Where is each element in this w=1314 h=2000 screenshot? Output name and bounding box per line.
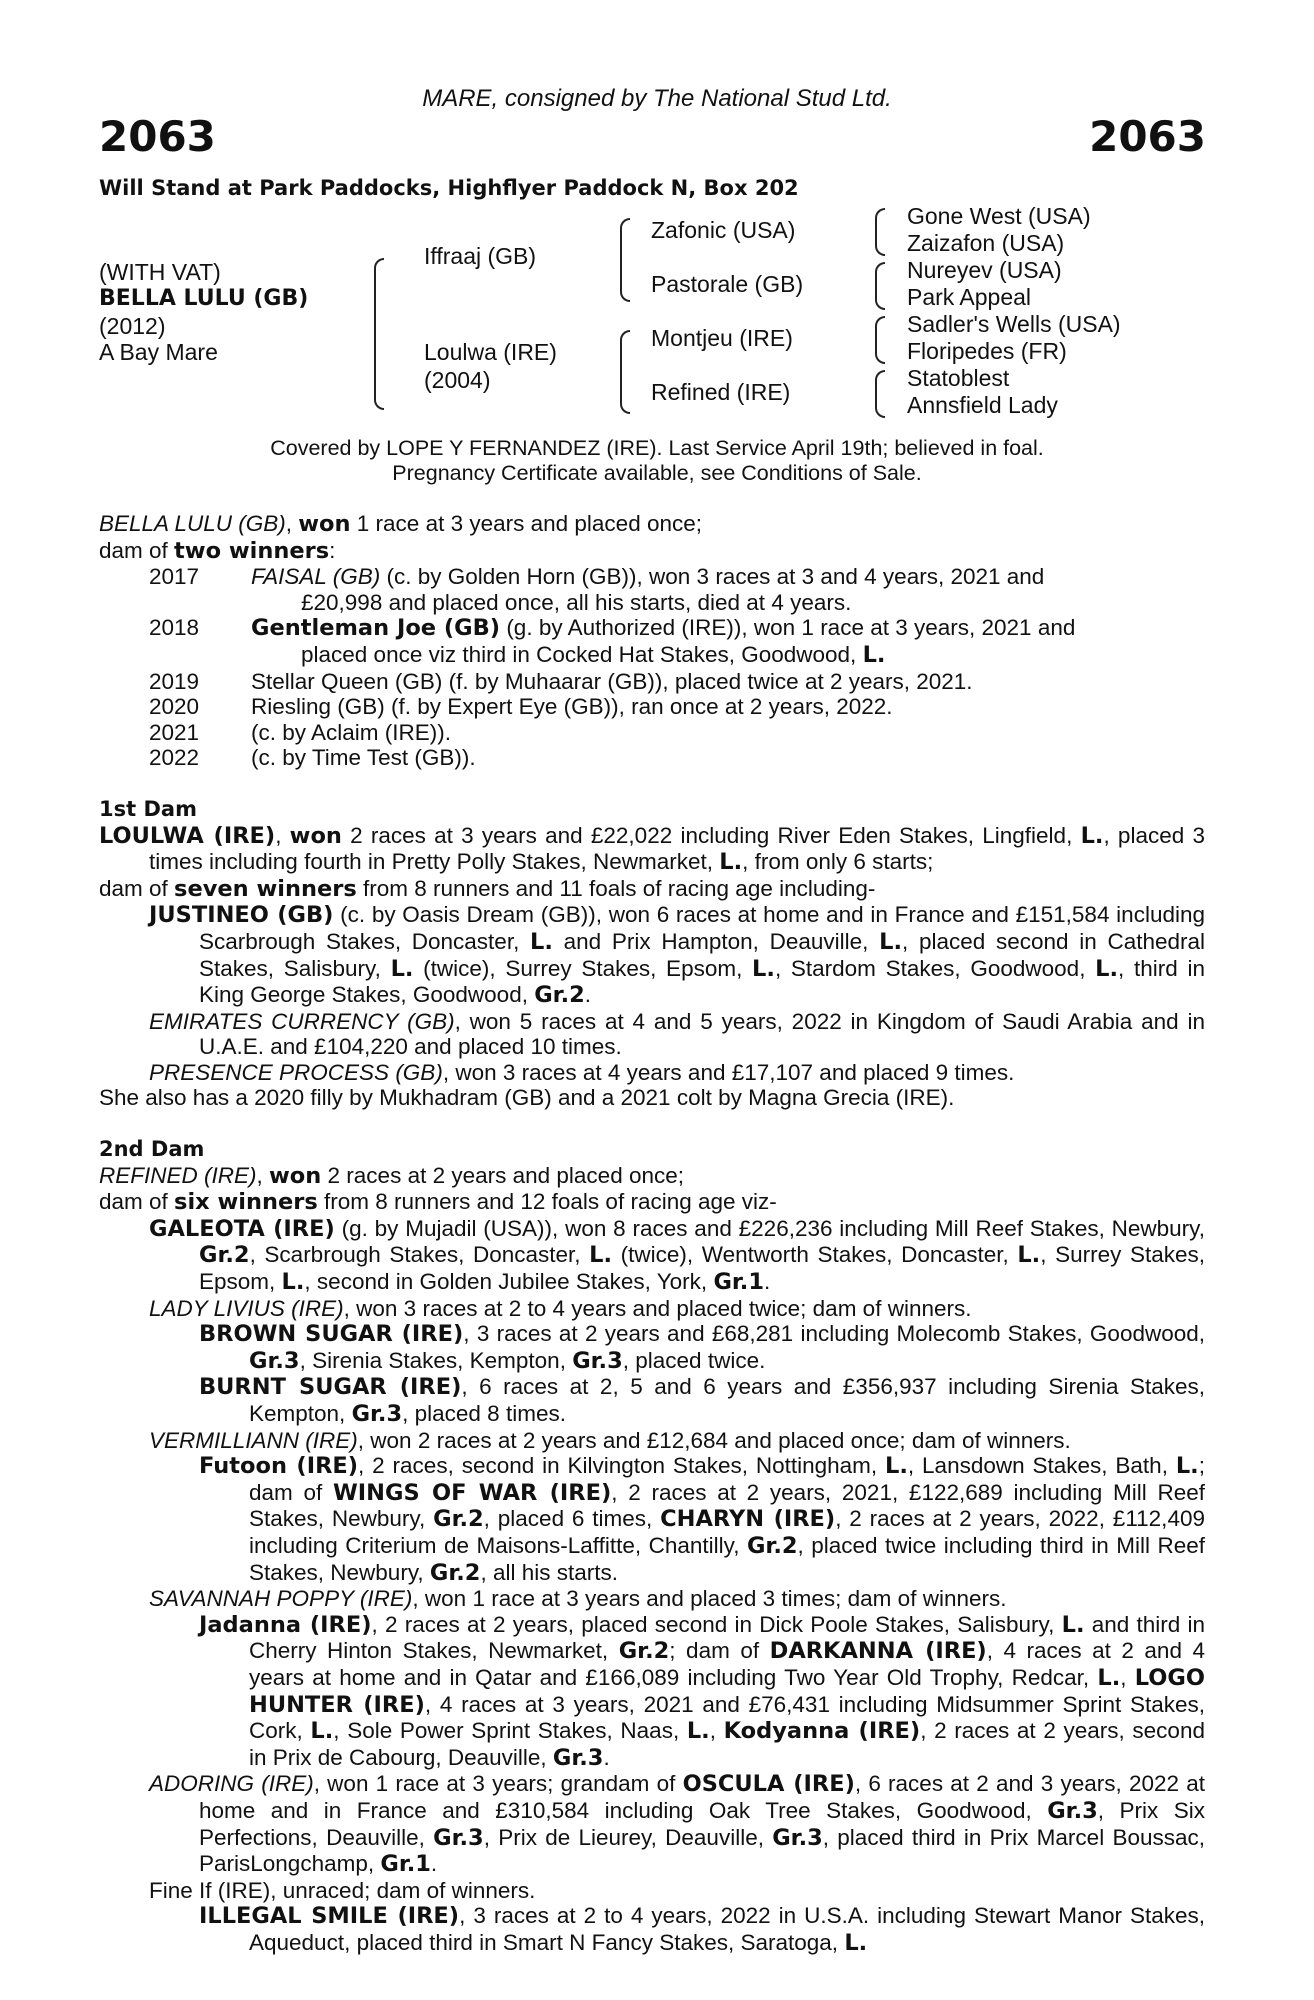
sire-sire: Zafonic (USA) xyxy=(651,217,796,243)
progeny-name: VERMILLIANN (IRE) xyxy=(149,1427,358,1453)
record-text: , second in Golden Jubilee Stakes, York, xyxy=(304,1269,714,1295)
foal-year: 2021 xyxy=(149,719,200,745)
record-text: , won 1 race at 3 years and placed 3 times; dam of winners. xyxy=(412,1586,1007,1612)
record-text: , 3 races at 2 years and £68,281 including Molecomb Stakes, Goodwood, xyxy=(463,1321,1206,1347)
progeny-fine-if: Fine If (IRE), unraced; dam of winners. xyxy=(149,1877,536,1903)
record-text: from 8 runners and 11 foals of racing age including- xyxy=(356,875,876,901)
sire-dam: Pastorale (GB) xyxy=(651,271,804,297)
record-text: , placed 3 times including fourth in Pretty Polly Stakes, Newmarket, xyxy=(149,822,1205,875)
progeny-burnt-sugar xyxy=(99,1374,1205,1427)
listed-marker: L. xyxy=(885,1453,908,1480)
sire-dam-dam: Park Appeal xyxy=(907,284,1032,310)
foal-text: (g. by Authorized (IRE)), won 1 race at 3 years, 2021 and xyxy=(500,615,1076,641)
record-text: , 4 races at 2 and 4 years at home and in Qatar and £166,089 including Two Year Old Trophy, Redcar, xyxy=(249,1638,1205,1690)
record-text: , 2 races at 2 years, second in Prix de Cabourg, Deauville, xyxy=(249,1718,1205,1770)
record-text: (twice), Wentworth Stakes, Doncaster, xyxy=(612,1242,1018,1268)
listed-marker: L. xyxy=(879,928,902,955)
foal-row xyxy=(99,745,1205,771)
record-text: and third in Cherry Hinton Stakes, Newmarket, xyxy=(249,1611,1206,1664)
progeny-galeota xyxy=(99,1216,1205,1296)
progeny-lady-livius xyxy=(99,1296,1205,1322)
first-dam-record: LOULWA (IRE), won 2 races at 3 years and £22,022 including River Eden Stakes, Lingfield, L., placed 3 times including fourth in Pretty Polly Stakes, Newmarket, L., from only 6 starts; xyxy=(99,822,1205,876)
dam-sire-sire: Sadler's Wells (USA) xyxy=(907,311,1121,337)
record-text: , won 3 races at 4 years and £17,107 and placed 9 times. xyxy=(442,1059,1015,1085)
record-text: . xyxy=(764,1269,771,1295)
progeny-name: CHARYN (IRE) xyxy=(660,1506,836,1533)
progeny-jadanna xyxy=(99,1612,1205,1772)
record-text: , placed third in Prix Marcel Boussac, ParisLongchamp, xyxy=(199,1824,1205,1877)
record-text: and Prix Hampton, Deauville, xyxy=(552,928,880,954)
progeny-name: GALEOTA (IRE) xyxy=(149,1215,335,1242)
group-marker: Gr.3 xyxy=(572,1347,623,1374)
foal-text: Riesling (GB) (f. by Expert Eye (GB)), ran once at 2 years, 2022. xyxy=(251,694,893,720)
progeny-adoring xyxy=(99,1771,1205,1877)
progeny-emirates-currency xyxy=(99,1009,1205,1060)
record-text: (g. by Mujadil (USA)), won 8 races and £226,236 including Mill Reef Stakes, Newbury, xyxy=(334,1215,1206,1241)
intro-name: BELLA LULU (GB) xyxy=(99,511,286,536)
second-dam-produce xyxy=(99,1189,1205,1216)
listed-marker: L. xyxy=(862,641,886,668)
record-text: , 3 races at 2 to 4 years, 2022 in U.S.A. including Stewart Manor Stakes, Aqueduct, placed third in Smart N Fancy Stakes, Saratoga, xyxy=(249,1903,1206,1955)
foal-year: 2019 xyxy=(149,668,200,694)
progeny-presence-process xyxy=(99,1060,1205,1086)
record-text: , Sirenia Stakes, Kempton, xyxy=(299,1347,573,1373)
foal-year: 2018 xyxy=(149,615,200,641)
dam-dam: Refined (IRE) xyxy=(651,379,791,405)
group-marker: Gr.2 xyxy=(746,1532,798,1559)
dam-sire-dam: Floripedes (FR) xyxy=(907,338,1067,364)
horse-name: BELLA LULU (GB) xyxy=(99,286,309,311)
record-text: , 2 races at 2 years, placed second in Dick Poole Stakes, Salisbury, xyxy=(371,1611,1062,1637)
foal-row xyxy=(99,720,1205,746)
group-marker: Gr.3 xyxy=(552,1744,604,1771)
intro-damof xyxy=(99,538,1205,565)
progeny-name: ADORING (IRE) xyxy=(149,1771,314,1797)
group-marker: Gr.1 xyxy=(380,1851,431,1878)
foal-row xyxy=(99,615,1205,668)
foal-text: (c. by Time Test (GB)). xyxy=(251,745,476,771)
sire-dam-sire: Nureyev (USA) xyxy=(907,257,1062,283)
record-text: , won 2 races at 2 years and £12,684 and placed once; dam of winners. xyxy=(357,1427,1071,1453)
record-text: , 2 races, second in Kilvington Stakes, Nottingham, xyxy=(358,1453,886,1479)
listed-marker: L. xyxy=(589,1242,613,1269)
lot-number-left: 2063 xyxy=(99,112,216,161)
listed-marker: L. xyxy=(752,955,775,982)
foal-text: Stellar Queen (GB) (f. by Muhaarar (GB)), placed twice at 2 years, 2021. xyxy=(251,668,973,694)
foal-name: FAISAL (GB) xyxy=(251,564,381,590)
listed-marker: L. xyxy=(310,1718,334,1745)
bracket-gen1 xyxy=(374,258,384,410)
dam-dam-sire: Statoblest xyxy=(907,365,1010,391)
record-text: , placed 6 times, xyxy=(483,1506,661,1532)
record-text: , from only 6 starts; xyxy=(742,849,934,875)
record-text: , placed second in Cathedral Stakes, Salisbury, xyxy=(199,928,1206,981)
listed-marker: L. xyxy=(1061,1611,1085,1638)
foal-year: 2022 xyxy=(149,745,200,771)
record-text: ; dam of xyxy=(249,1453,1205,1505)
progeny-justineo xyxy=(99,902,1205,1008)
dam-name: REFINED (IRE) xyxy=(99,1162,257,1188)
listed-marker: L. xyxy=(1080,822,1104,849)
won-marker: won xyxy=(269,1162,322,1189)
record-text: , placed twice including third in Mill Reef Stakes, Newbury, xyxy=(249,1532,1205,1585)
progeny-name: SAVANNAH POPPY (IRE) xyxy=(149,1586,413,1612)
foal-name: Gentleman Joe (GB) xyxy=(251,615,501,642)
record-text: , placed 8 times. xyxy=(402,1401,566,1426)
dam: Loulwa (IRE) xyxy=(424,339,557,365)
foal-text: (c. by Golden Horn (GB)), won 3 races at 3 and 4 years, 2021 and xyxy=(380,564,1045,590)
progeny-name: OSCULA (IRE) xyxy=(682,1771,855,1798)
bracket-gen3-2 xyxy=(875,262,885,310)
record-text: , Prix de Lieurey, Deauville, xyxy=(483,1824,773,1850)
group-marker: Gr.1 xyxy=(713,1269,764,1296)
progeny-name: JUSTINEO (GB) xyxy=(149,902,334,929)
sire-sire-dam: Zaizafon (USA) xyxy=(907,230,1065,256)
foal-year: 2020 xyxy=(149,694,200,720)
second-dam-record: REFINED (IRE), won 2 races at 2 years and placed once; xyxy=(99,1162,685,1189)
winners-count: six winners xyxy=(174,1189,318,1216)
covered-line-2: Pregnancy Certificate available, see Conditions of Sale. xyxy=(392,461,922,485)
dam-name: LOULWA (IRE) xyxy=(99,822,276,849)
foal-year: 2017 xyxy=(149,564,200,590)
record-text: , Surrey Stakes, Epsom, xyxy=(199,1242,1205,1295)
record-text: ; dam of xyxy=(669,1638,770,1664)
first-dam-heading: 1st Dam xyxy=(99,796,197,821)
record-text: , 6 races at 2, 5 and 6 years and £356,937 including Sirenia Stakes, Kempton, xyxy=(249,1374,1206,1426)
record-text: 2 races at 3 years and £22,022 including River Eden Stakes, Lingfield, xyxy=(341,822,1073,848)
record-text: , 6 races at 2 and 3 years, 2022 at home and in France and £310,584 including Oak Tree Stakes, Goodwood, xyxy=(199,1771,1205,1823)
group-marker: Gr.2 xyxy=(199,1242,250,1269)
progeny-vermilliann xyxy=(99,1428,1205,1454)
foal-text: (c. by Aclaim (IRE)). xyxy=(251,719,452,745)
progeny-name: ILLEGAL SMILE (IRE) xyxy=(199,1903,460,1930)
listed-marker: L. xyxy=(719,849,743,876)
progeny-savannah-poppy xyxy=(99,1586,1205,1612)
dam-year: (2004) xyxy=(424,367,491,393)
progeny-name: LADY LIVIUS (IRE) xyxy=(149,1295,344,1321)
progeny-name: Jadanna (IRE) xyxy=(199,1611,372,1638)
listed-marker: L. xyxy=(686,1718,710,1745)
intro-damof-text: dam of xyxy=(99,537,175,563)
covered-line-1: Covered by LOPE Y FERNANDEZ (IRE). Last Service April 19th; believed in foal. xyxy=(270,436,1044,460)
progeny-name: BROWN SUGAR (IRE) xyxy=(199,1321,464,1348)
record-text: , xyxy=(709,1718,724,1744)
group-marker: Gr.3 xyxy=(249,1347,300,1374)
vat-note: (WITH VAT) xyxy=(99,259,221,285)
progeny-name: Kodyanna (IRE) xyxy=(723,1718,921,1745)
first-dam-also: She also has a 2020 filly by Mukhadram (GB) and a 2021 colt by Magna Grecia (IRE). xyxy=(99,1085,955,1111)
listed-marker: L. xyxy=(390,955,414,982)
record-text: , Sole Power Sprint Stakes, Naas, xyxy=(333,1718,687,1744)
group-marker: Gr.3 xyxy=(1047,1797,1098,1824)
progeny-name: LOGO HUNTER (IRE) xyxy=(249,1664,1205,1718)
horse-description: A Bay Mare xyxy=(99,339,218,365)
sire-sire-sire: Gone West (USA) xyxy=(907,203,1091,229)
bracket-gen3-1 xyxy=(875,208,885,256)
record-text: , third in King George Stakes, Goodwood, xyxy=(199,955,1205,1008)
record-text: dam of xyxy=(99,1189,175,1215)
group-marker: Gr.2 xyxy=(429,1559,481,1586)
progeny-futoon xyxy=(99,1453,1205,1586)
progeny-name: PRESENCE PROCESS (GB) xyxy=(149,1059,443,1085)
listed-marker: L. xyxy=(1017,1242,1041,1269)
record-text: , 4 races at 3 years, 2021 and £76,431 including Midsummer Sprint Stakes, Cork, xyxy=(249,1691,1205,1744)
listed-marker: L. xyxy=(530,928,553,955)
intro-text: 1 race at 3 years and placed once; xyxy=(350,511,703,536)
dam-sire: Montjeu (IRE) xyxy=(651,325,793,351)
record-text: dam of xyxy=(99,875,175,901)
progeny-name: WINGS OF WAR (IRE) xyxy=(332,1479,612,1506)
progeny-illegal-smile xyxy=(99,1903,1205,1956)
foal-row xyxy=(99,564,1205,615)
bracket-gen2-dam xyxy=(620,330,630,414)
listed-marker: L. xyxy=(1175,1453,1199,1480)
foal-row xyxy=(99,694,1205,720)
foal-text-cont: £20,998 and placed once, all his starts, died at 4 years. xyxy=(301,589,852,615)
catalogue-body xyxy=(99,511,1205,1956)
record-text: , Prix Six Perfections, Deauville, xyxy=(199,1797,1205,1850)
record-text: , Stardom Stakes, Goodwood, xyxy=(774,955,1096,981)
listed-marker: L. xyxy=(1097,1664,1121,1691)
sire: Iffraaj (GB) xyxy=(424,243,537,269)
group-marker: Gr.3 xyxy=(433,1824,484,1851)
foal-text-cont: placed once viz third in Cocked Hat Stakes, Goodwood, xyxy=(301,641,863,667)
group-marker: Gr.3 xyxy=(351,1401,403,1427)
record-text: from 8 runners and 12 foals of racing age viz- xyxy=(317,1189,777,1215)
consignment-line: MARE, consigned by The National Stud Ltd. xyxy=(422,85,892,112)
second-dam-heading: 2nd Dam xyxy=(99,1137,205,1162)
progeny-brown-sugar xyxy=(99,1321,1205,1374)
record-text: , Scarbrough Stakes, Doncaster, xyxy=(249,1242,590,1268)
record-text: , placed twice. xyxy=(622,1347,766,1373)
group-marker: Gr.2 xyxy=(433,1506,484,1533)
record-text: . xyxy=(430,1851,438,1877)
group-marker: Gr.2 xyxy=(534,982,585,1009)
bracket-gen3-4 xyxy=(875,370,885,418)
group-marker: Gr.3 xyxy=(772,1824,823,1851)
listed-marker: L. xyxy=(281,1269,305,1296)
foal-row xyxy=(99,669,1205,695)
record-text: , Lansdown Stakes, Bath, xyxy=(907,1453,1176,1479)
progeny-name: BURNT SUGAR (IRE) xyxy=(199,1374,462,1401)
record-text: 2 races at 2 years and placed once; xyxy=(321,1162,685,1188)
record-text: , won 1 race at 3 years; grandam of xyxy=(313,1771,683,1797)
record-text: , won 5 races at 4 and 5 years, 2022 in Kingdom of Saudi Arabia and in U.A.E. and £104,220 and placed 10 times. xyxy=(199,1008,1205,1060)
listed-marker: L. xyxy=(844,1929,868,1956)
intro-won: won xyxy=(298,511,351,537)
first-dam-produce xyxy=(99,876,1205,903)
record-text: , 2 races at 2 years, 2022, £112,409 including Criterium de Maisons-Laffitte, Chantilly, xyxy=(249,1506,1205,1558)
bracket-gen3-3 xyxy=(875,316,885,364)
record-text: , xyxy=(1120,1664,1135,1690)
dam-dam-dam: Annsfield Lady xyxy=(907,392,1058,418)
bracket-gen2-sire xyxy=(620,218,630,302)
intro-line: BELLA LULU (GB), won 1 race at 3 years and placed once; xyxy=(99,511,703,537)
record-text: , won 3 races at 2 to 4 years and placed twice; dam of winners. xyxy=(343,1295,972,1321)
intro-colon: : xyxy=(329,537,336,563)
progeny-name: DARKANNA (IRE) xyxy=(769,1638,987,1665)
group-marker: Gr.2 xyxy=(618,1638,670,1665)
winners-count: seven winners xyxy=(174,875,357,902)
record-text: . xyxy=(584,982,592,1008)
won-marker: won xyxy=(289,822,342,849)
progeny-name: EMIRATES CURRENCY (GB) xyxy=(149,1008,455,1034)
horse-year: (2012) xyxy=(99,313,166,339)
record-text: (c. by Oasis Dream (GB)), won 6 races at home and in France and £151,584 including Scarbrough Stakes, Doncaster, xyxy=(199,902,1205,954)
record-text: , all his starts. xyxy=(480,1559,619,1585)
lot-number-right: 2063 xyxy=(1089,112,1206,161)
listed-marker: L. xyxy=(1095,955,1119,982)
stand-location: Will Stand at Park Paddocks, Highflyer Paddock N, Box 202 xyxy=(99,176,799,200)
intro-winners: two winners xyxy=(174,537,330,564)
record-text: . xyxy=(603,1744,610,1770)
record-text: , 2 races at 2 years, 2021, £122,689 including Mill Reef Stakes, Newbury, xyxy=(249,1479,1206,1532)
record-text: (twice), Surrey Stakes, Epsom, xyxy=(413,955,753,981)
progeny-name: Futoon (IRE) xyxy=(199,1453,359,1480)
